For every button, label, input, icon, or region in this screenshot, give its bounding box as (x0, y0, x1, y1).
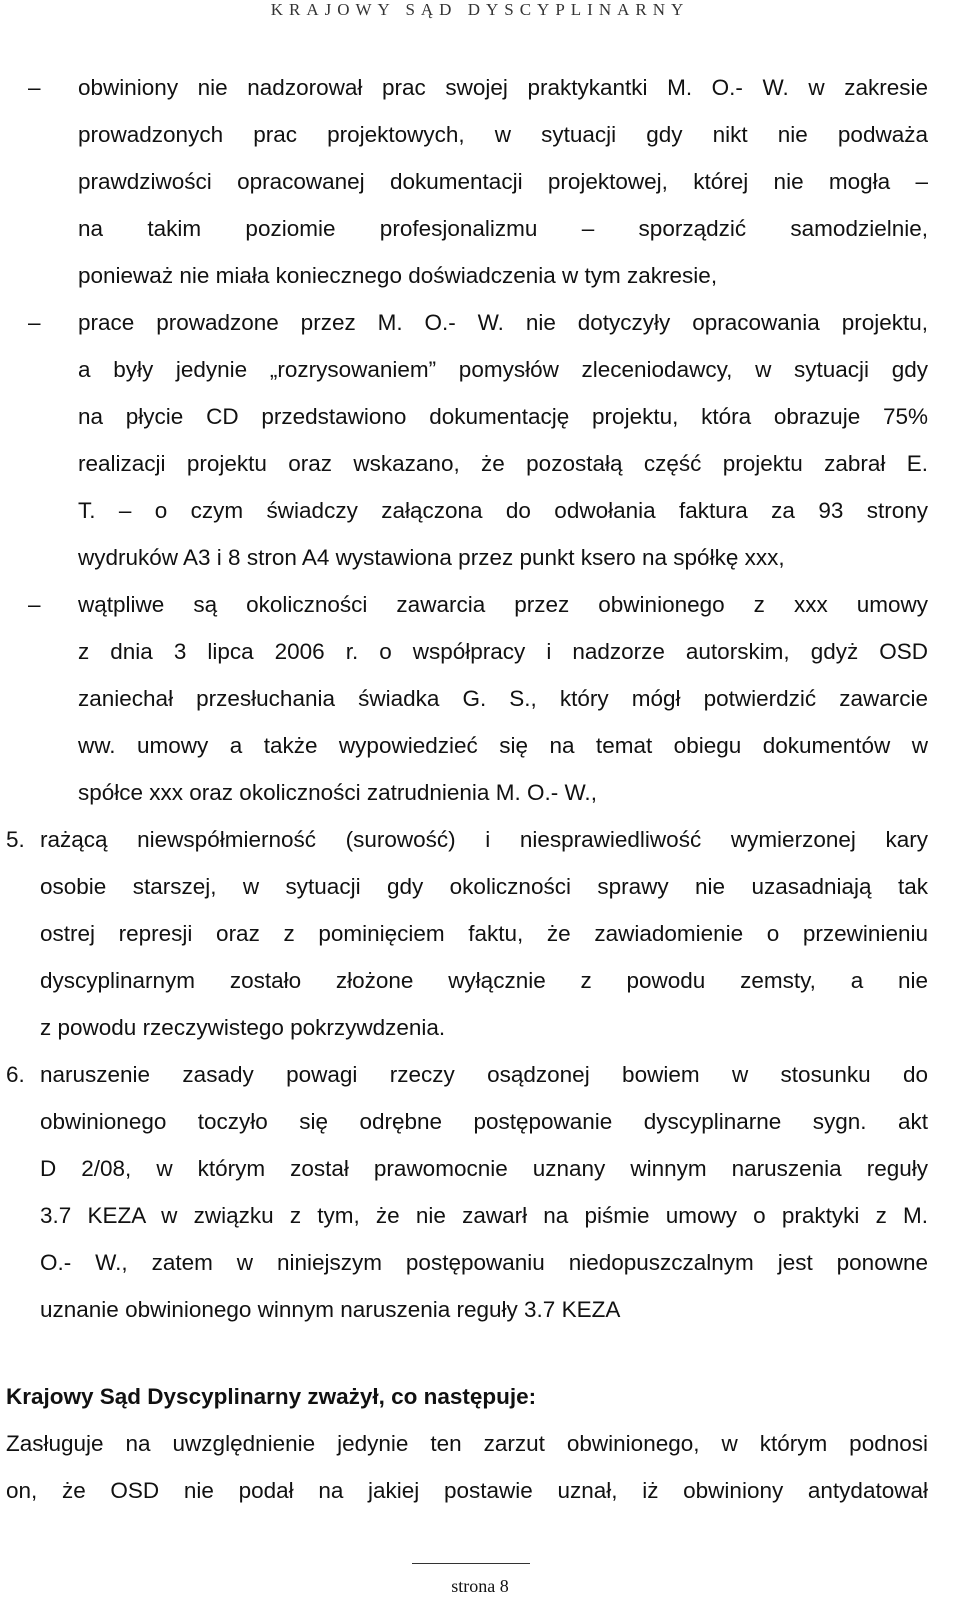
section-heading: Krajowy Sąd Dyscyplinarny zważył, co następuje: (6, 1384, 537, 1409)
text-line: z dnia 3 lipca 2006 r. o współpracy i nadzorze autorskim, gdyż OSD (78, 639, 928, 664)
text-line: na płycie CD przedstawiono dokumentację projektu, która obrazuje 75% (78, 404, 928, 429)
text-line: prawdziwości opracowanej dokumentacji projektowej, której nie mogła – (78, 169, 928, 194)
text-line: obwinionego toczyło się odrębne postępowanie dyscyplinarne sygn. akt (40, 1109, 928, 1134)
text-line: osobie starszej, w sytuacji gdy okoliczności sprawy nie uzasadniają tak (40, 874, 928, 899)
text-line: 3.7 KEZA w związku z tym, że nie zawarł na piśmie umowy o praktyki z M. (40, 1203, 928, 1228)
text-line: T. – o czym świadczy załączona do odwołania faktura za 93 strony (78, 498, 928, 523)
text-line: ww. umowy a także wypowiedzieć się na temat obiegu dokumentów w (78, 733, 928, 758)
bullet-dash: – (28, 592, 41, 617)
text-line: naruszenie zasady powagi rzeczy osądzonej bowiem w stosunku do (40, 1062, 928, 1087)
text-line: realizacji projektu oraz wskazano, że pozostałą część projektu zabrał E. (78, 451, 928, 476)
text-line: prace prowadzone przez M. O.- W. nie dotyczyły opracowania projektu, (78, 310, 928, 335)
text-line: na takim poziomie profesjonalizmu – sporządzić samodzielnie, (78, 216, 928, 241)
text-line: spółce xxx oraz okoliczności zatrudnienia M. O.- W., (78, 780, 597, 805)
bullet-dash: – (28, 310, 41, 335)
text-line: wydruków A3 i 8 stron A4 wystawiona przez punkt ksero na spółkę xxx, (78, 545, 785, 570)
text-line: dyscyplinarnym zostało złożone wyłącznie z powodu zemsty, a nie (40, 968, 928, 993)
item-number: 5. (6, 827, 25, 852)
text-line: ostrej represji oraz z pominięciem faktu, że zawiadomienie o przewinieniu (40, 921, 928, 946)
bullet-dash: – (28, 75, 41, 100)
text-line: O.- W., zatem w niniejszym postępowaniu niedopuszczalnym jest ponowne (40, 1250, 928, 1275)
text-line: zaniechał przesłuchania świadka G. S., który mógł potwierdzić zawarcie (78, 686, 928, 711)
page-header: KRAJOWY SĄD DYSCYPLINARNY (270, 0, 690, 19)
text-line: wątpliwe są okoliczności zawarcia przez obwinionego z xxx umowy (78, 592, 928, 617)
text-line: uznanie obwinionego winnym naruszenia reguły 3.7 KEZA (40, 1297, 621, 1322)
text-line: obwiniony nie nadzorował prac swojej praktykantki M. O.- W. w zakresie (78, 75, 928, 100)
text-line: a były jedynie „rozrysowaniem” pomysłów zleceniodawcy, w sytuacji gdy (78, 357, 928, 382)
text-line: prowadzonych prac projektowych, w sytuacji gdy nikt nie podważa (78, 122, 928, 147)
text-line: on, że OSD nie podał na jakiej postawie uznał, iż obwiniony antydatował (6, 1478, 928, 1503)
text-line: z powodu rzeczywistego pokrzywdzenia. (40, 1015, 446, 1040)
item-number: 6. (6, 1062, 25, 1087)
page-number: strona 8 (451, 1576, 509, 1596)
text-line: Zasługuje na uwzględnienie jedynie ten zarzut obwinionego, w którym podnosi (6, 1431, 928, 1456)
text-line: rażącą niewspółmierność (surowość) i niesprawiedliwość wymierzonej kary (40, 827, 928, 852)
footer-divider (412, 1563, 530, 1564)
text-line: D 2/08, w którym został prawomocnie uznany winnym naruszenia reguły (40, 1156, 928, 1181)
text-line: ponieważ nie miała koniecznego doświadczenia w tym zakresie, (78, 263, 718, 288)
